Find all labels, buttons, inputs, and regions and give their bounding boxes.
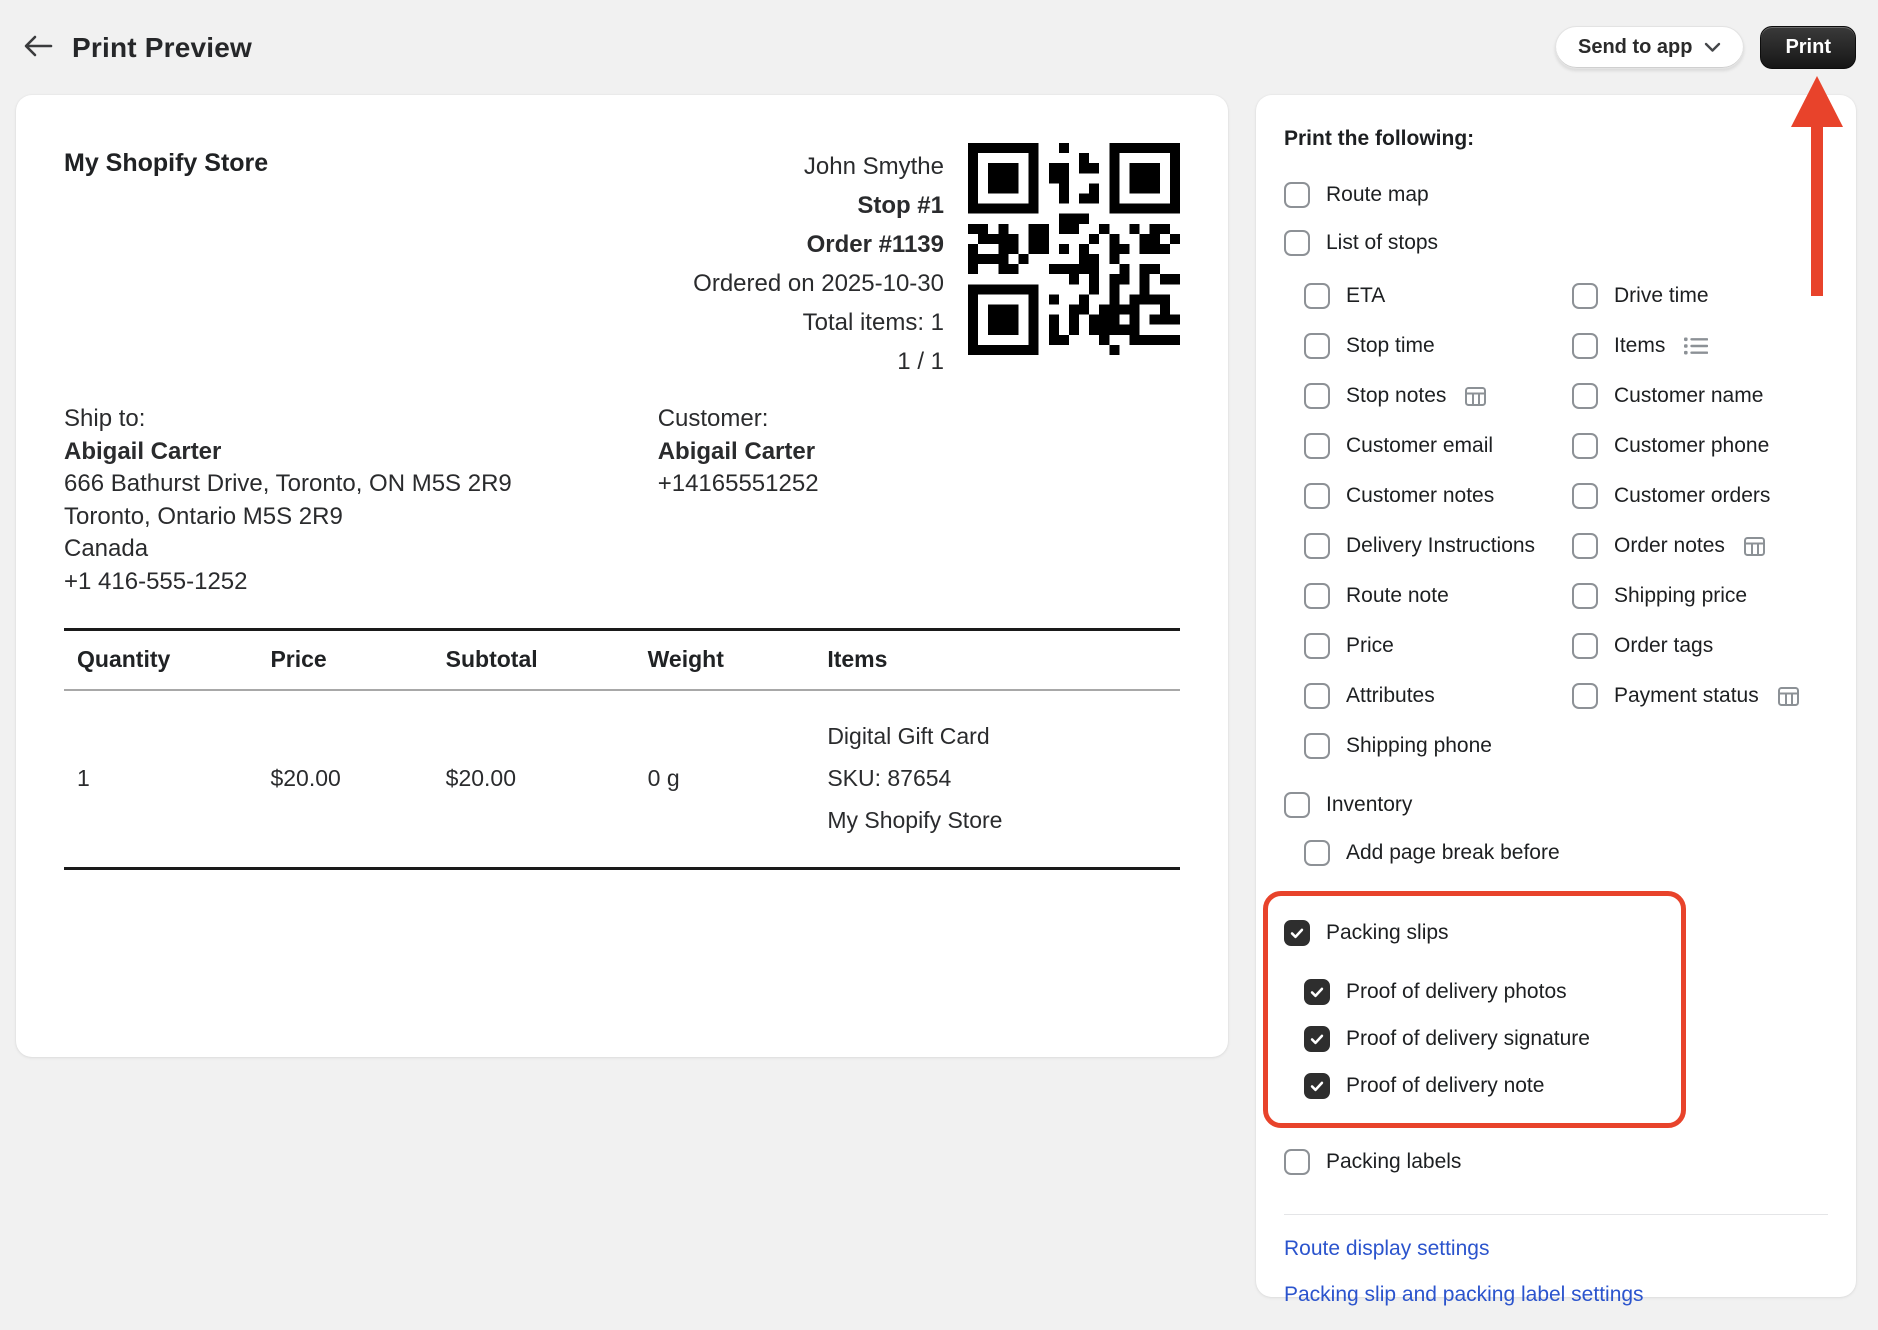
checkbox-stop-notes[interactable]	[1304, 383, 1330, 409]
checkbox-customer-orders[interactable]	[1572, 483, 1598, 509]
label-order-notes[interactable]: Order notes	[1614, 534, 1725, 557]
checkbox-customer-email[interactable]	[1304, 433, 1330, 459]
checkbox-packing-labels[interactable]	[1284, 1149, 1310, 1175]
option-row-stop-time	[1304, 321, 1572, 371]
option-row-price	[1304, 621, 1572, 671]
checkbox-customer-notes[interactable]	[1304, 483, 1330, 509]
store-name: My Shopify Store	[64, 149, 269, 177]
address-line: 666 Bathurst Drive, Toronto, ON M5S 2R9	[64, 470, 512, 497]
table-column-header: Weight	[648, 630, 828, 691]
order-info-line: Order #1139	[806, 231, 944, 258]
label-customer-notes[interactable]: Customer notes	[1346, 484, 1495, 507]
ship-to-name: Abigail Carter	[64, 437, 222, 465]
send-to-app-label: Send to app	[1577, 36, 1693, 58]
table-row	[64, 690, 1180, 869]
label-attributes[interactable]: Attributes	[1346, 684, 1435, 707]
order-info-block	[693, 143, 944, 381]
label-items[interactable]: Items	[1614, 334, 1666, 357]
address-line: +14165551252	[657, 470, 819, 497]
checkbox-attributes[interactable]	[1304, 683, 1330, 709]
list-icon	[1683, 336, 1708, 356]
option-row-order-notes	[1572, 521, 1828, 571]
label-eta[interactable]: ETA	[1346, 284, 1386, 307]
address-line: +1 416-555-1252	[64, 567, 248, 595]
qr-code	[968, 143, 1180, 355]
label-shipping-phone[interactable]: Shipping phone	[1346, 734, 1492, 757]
option-row-stop-notes	[1304, 371, 1572, 421]
item-detail-line: My Shopify Store	[827, 807, 1003, 833]
option-row-items	[1572, 321, 1828, 371]
cell-weight: 0 g	[647, 764, 680, 791]
checkbox-route-note[interactable]	[1304, 583, 1330, 609]
checkbox-items[interactable]	[1572, 333, 1598, 359]
option-row-packing-slips	[1284, 908, 1681, 958]
checkbox-packing-slips[interactable]	[1284, 920, 1310, 946]
label-add-page-break-before[interactable]: Add page break before	[1346, 841, 1560, 864]
route-display-settings-link[interactable]: Route display settings	[1284, 1237, 1490, 1260]
label-stop-notes[interactable]: Stop notes	[1346, 384, 1447, 407]
option-row-order-tags	[1572, 621, 1828, 671]
table-column-header: Quantity	[64, 630, 270, 691]
order-info-line: Ordered on 2025-10-30	[693, 270, 944, 297]
option-row-customer-notes	[1304, 471, 1572, 521]
table-column-header: Subtotal	[446, 630, 648, 691]
send-to-app-button[interactable]	[1555, 26, 1744, 69]
label-route-map[interactable]: Route map	[1326, 183, 1429, 206]
checkbox-price[interactable]	[1304, 633, 1330, 659]
option-row-list-of-stops	[1284, 219, 1828, 267]
checkbox-proof-of-delivery-signature[interactable]	[1304, 1026, 1330, 1052]
table-icon	[1743, 535, 1766, 558]
page-title: Print Preview	[72, 31, 253, 63]
red-arrow-annotation	[1791, 76, 1843, 298]
print-button[interactable]: Print	[1760, 26, 1856, 69]
label-proof-of-delivery-photos[interactable]: Proof of delivery photos	[1346, 979, 1567, 1003]
option-row-customer-orders	[1572, 471, 1828, 521]
option-row-customer-phone	[1572, 421, 1828, 471]
label-customer-orders[interactable]: Customer orders	[1614, 484, 1771, 507]
option-row-customer-email	[1304, 421, 1572, 471]
ship-to-block	[64, 403, 658, 598]
divider	[1284, 1214, 1828, 1215]
line-items-table	[64, 628, 1180, 870]
customer-label: Customer:	[657, 405, 769, 432]
option-row-packing-labels	[1284, 1138, 1828, 1186]
option-row-payment-status	[1572, 671, 1828, 721]
option-row-proof-of-delivery-note	[1304, 1062, 1681, 1109]
label-stop-time[interactable]: Stop time	[1346, 334, 1435, 357]
option-row-drive-time	[1572, 271, 1828, 321]
label-customer-email[interactable]: Customer email	[1346, 434, 1494, 457]
checkbox-drive-time[interactable]	[1572, 283, 1598, 309]
item-detail-line: Digital Gift Card	[827, 723, 990, 749]
label-customer-phone[interactable]: Customer phone	[1614, 434, 1770, 457]
item-detail-line: SKU: 87654	[827, 765, 952, 791]
label-customer-name[interactable]: Customer name	[1614, 384, 1764, 407]
checkbox-add-page-break-before[interactable]	[1304, 840, 1330, 866]
table-column-header: Price	[270, 630, 445, 691]
checkbox-order-tags[interactable]	[1572, 633, 1598, 659]
label-list-of-stops[interactable]: List of stops	[1326, 231, 1439, 254]
address-line: Toronto, Ontario M5S 2R9	[64, 502, 343, 530]
order-info-line: 1 / 1	[897, 348, 944, 375]
stop-detail-options-grid	[1304, 271, 1828, 771]
label-delivery-instructions[interactable]: Delivery Instructions	[1346, 534, 1536, 557]
checkbox-delivery-instructions[interactable]	[1304, 533, 1330, 559]
label-price[interactable]: Price	[1346, 634, 1394, 657]
cell-quantity: 1	[77, 764, 90, 791]
label-payment-status[interactable]: Payment status	[1614, 684, 1759, 707]
packing-slip-and-packing-label-settings-link[interactable]: Packing slip and packing label settings	[1284, 1283, 1644, 1306]
label-inventory[interactable]: Inventory	[1326, 793, 1413, 816]
address-line: Canada	[64, 535, 149, 562]
back-arrow-icon	[22, 33, 54, 62]
label-packing-slips[interactable]: Packing slips	[1326, 921, 1449, 944]
cell-subtotal: $20.00	[445, 764, 517, 791]
cell-price: $20.00	[270, 764, 341, 791]
address-section	[64, 403, 1180, 598]
table-column-header: Items	[827, 630, 1180, 691]
checkbox-stop-time[interactable]	[1304, 333, 1330, 359]
table-icon	[1464, 385, 1487, 408]
option-row-route-map	[1284, 171, 1828, 219]
back-button[interactable]	[22, 33, 54, 62]
label-route-note[interactable]: Route note	[1346, 584, 1449, 607]
main-content	[0, 95, 1878, 1306]
checkbox-proof-of-delivery-note[interactable]	[1304, 1073, 1330, 1099]
option-row-eta	[1304, 271, 1572, 321]
checkbox-proof-of-delivery-photos[interactable]	[1304, 979, 1330, 1005]
checkbox-shipping-phone[interactable]	[1304, 733, 1330, 759]
topbar	[0, 0, 1878, 95]
checkbox-order-notes[interactable]	[1572, 533, 1598, 559]
option-row-add-page-break-before	[1304, 829, 1828, 877]
checkbox-list-of-stops[interactable]	[1284, 230, 1310, 256]
packing-slips-highlight-box	[1263, 891, 1686, 1128]
document-header	[64, 143, 1180, 381]
option-row-proof-of-delivery-photos	[1304, 968, 1681, 1015]
packing-slip-preview-card	[16, 95, 1228, 1057]
checkbox-shipping-price[interactable]	[1572, 583, 1598, 609]
label-packing-labels[interactable]: Packing labels	[1326, 1150, 1462, 1173]
option-row-shipping-phone	[1304, 721, 1572, 771]
label-shipping-price[interactable]: Shipping price	[1614, 584, 1748, 607]
label-proof-of-delivery-signature[interactable]: Proof of delivery signature	[1346, 1026, 1590, 1050]
order-info-line: John Smythe	[803, 153, 944, 180]
customer-name: Abigail Carter	[657, 437, 816, 465]
order-info-line: Total items: 1	[802, 309, 944, 336]
option-row-inventory	[1284, 781, 1828, 829]
empty-grid-cell	[1572, 721, 1828, 771]
option-row-attributes	[1304, 671, 1572, 721]
option-row-proof-of-delivery-signature	[1304, 1015, 1681, 1062]
order-info-line: Stop #1	[857, 192, 944, 219]
option-row-shipping-price	[1572, 571, 1828, 621]
checkbox-payment-status[interactable]	[1572, 683, 1598, 709]
ship-to-label: Ship to:	[64, 405, 146, 432]
label-drive-time[interactable]: Drive time	[1614, 284, 1709, 307]
checkbox-customer-name[interactable]	[1572, 383, 1598, 409]
print-options-panel	[1256, 95, 1856, 1306]
checkbox-eta[interactable]	[1304, 283, 1330, 309]
checkbox-inventory[interactable]	[1284, 792, 1310, 818]
chevron-down-icon	[1704, 36, 1721, 59]
checkbox-route-map[interactable]	[1284, 182, 1310, 208]
checkbox-customer-phone[interactable]	[1572, 433, 1598, 459]
label-proof-of-delivery-note[interactable]: Proof of delivery note	[1346, 1073, 1545, 1097]
label-order-tags[interactable]: Order tags	[1614, 634, 1714, 657]
cell-items	[827, 690, 1180, 869]
customer-block	[658, 403, 1180, 598]
panel-heading: Print the following:	[1284, 127, 1475, 150]
option-row-customer-name	[1572, 371, 1828, 421]
table-icon	[1777, 685, 1800, 708]
option-row-delivery-instructions	[1304, 521, 1572, 571]
option-row-route-note	[1304, 571, 1572, 621]
